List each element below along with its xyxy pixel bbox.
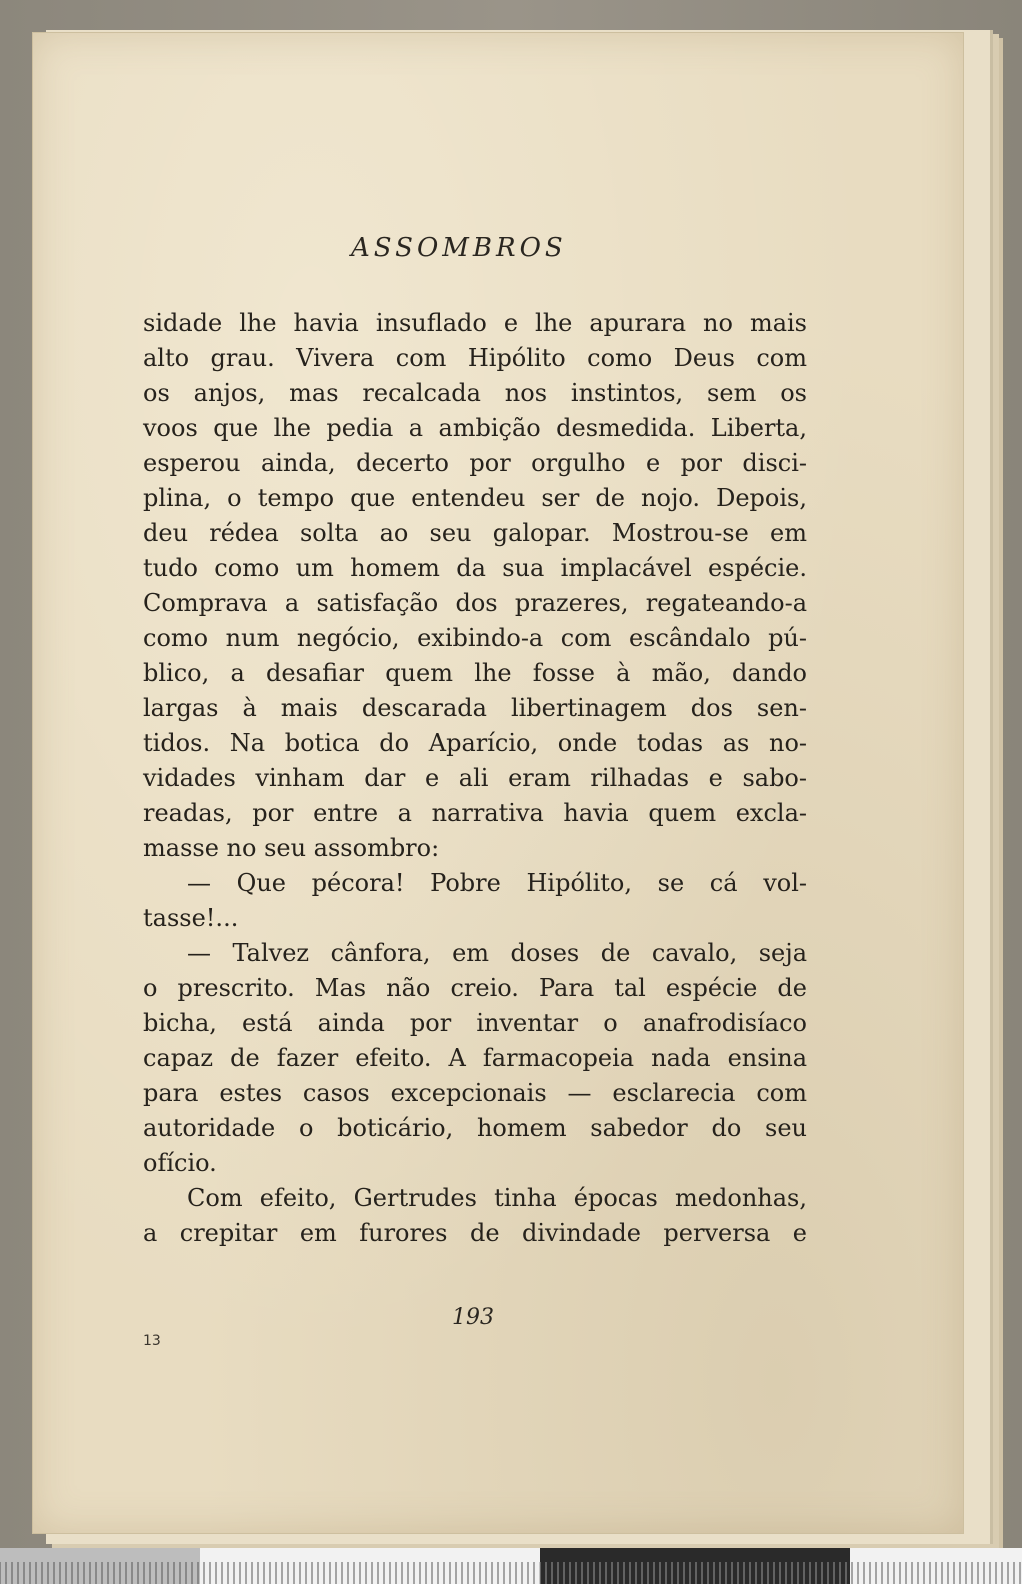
text-line: os anjos, mas recalcada nos instintos, sem os [143, 379, 807, 407]
text-line: masse no seu assombro: [143, 834, 440, 862]
signature-mark: 13 [143, 1333, 161, 1349]
text-line: capaz de fazer efeito. A farmacopeia nada ensina [143, 1044, 807, 1072]
text-line: voos que lhe pedia a ambição desmedida. Liberta, [143, 414, 807, 442]
text-line: esperou ainda, decerto por orgulho e por disci- [143, 449, 807, 477]
text-line: bicha, está ainda por inventar o anafrodisíaco [143, 1009, 807, 1037]
text-line: para estes casos excepcionais — esclarecia com [143, 1079, 807, 1107]
body-text [143, 306, 807, 1251]
ruler-ticks [0, 1548, 1022, 1584]
text-line: tidos. Na botica do Aparício, onde todas as no- [143, 729, 807, 757]
text-line: tudo como um homem da sua implacável espécie. [143, 554, 807, 582]
text-line: tasse!... [143, 904, 239, 932]
running-head: ASSOMBROS [351, 233, 567, 263]
text-line: como num negócio, exibindo-a com escândalo pú- [143, 624, 807, 652]
text-line: ofício. [143, 1149, 217, 1177]
text-line: Com efeito, Gertrudes tinha épocas medonhas, [187, 1184, 807, 1212]
text-line: — Que pécora! Pobre Hipólito, se cá vol- [187, 869, 807, 897]
text-line: o prescrito. Mas não creio. Para tal espécie de [143, 974, 807, 1002]
text-line: vidades vinham dar e ali eram rilhadas e sabo- [143, 764, 807, 792]
ruler-band [200, 1548, 540, 1584]
text-line: blico, a desafiar quem lhe fosse à mão, dando [143, 659, 807, 687]
text-line: autoridade o boticário, homem sabedor do seu [143, 1114, 807, 1142]
book-page [32, 32, 964, 1534]
text-line: largas à mais descarada libertinagem dos sen- [143, 694, 807, 722]
scale-ruler [0, 1548, 1022, 1584]
text-line: Comprava a satisfação dos prazeres, regateando-a [143, 589, 807, 617]
text-line: deu rédea solta ao seu galopar. Mostrou-se em [143, 519, 807, 547]
text-line: plina, o tempo que entendeu ser de nojo. Depois, [143, 484, 807, 512]
text-line: readas, por entre a narrativa havia quem excla- [143, 799, 807, 827]
page-number: 193 [452, 1305, 494, 1330]
text-line: a crepitar em furores de divindade perversa e [143, 1219, 807, 1247]
text-line: — Talvez cânfora, em doses de cavalo, seja [187, 939, 807, 967]
text-line: alto grau. Vivera com Hipólito como Deus com [143, 344, 807, 372]
text-line: sidade lhe havia insuflado e lhe apurara no mais [143, 309, 807, 337]
